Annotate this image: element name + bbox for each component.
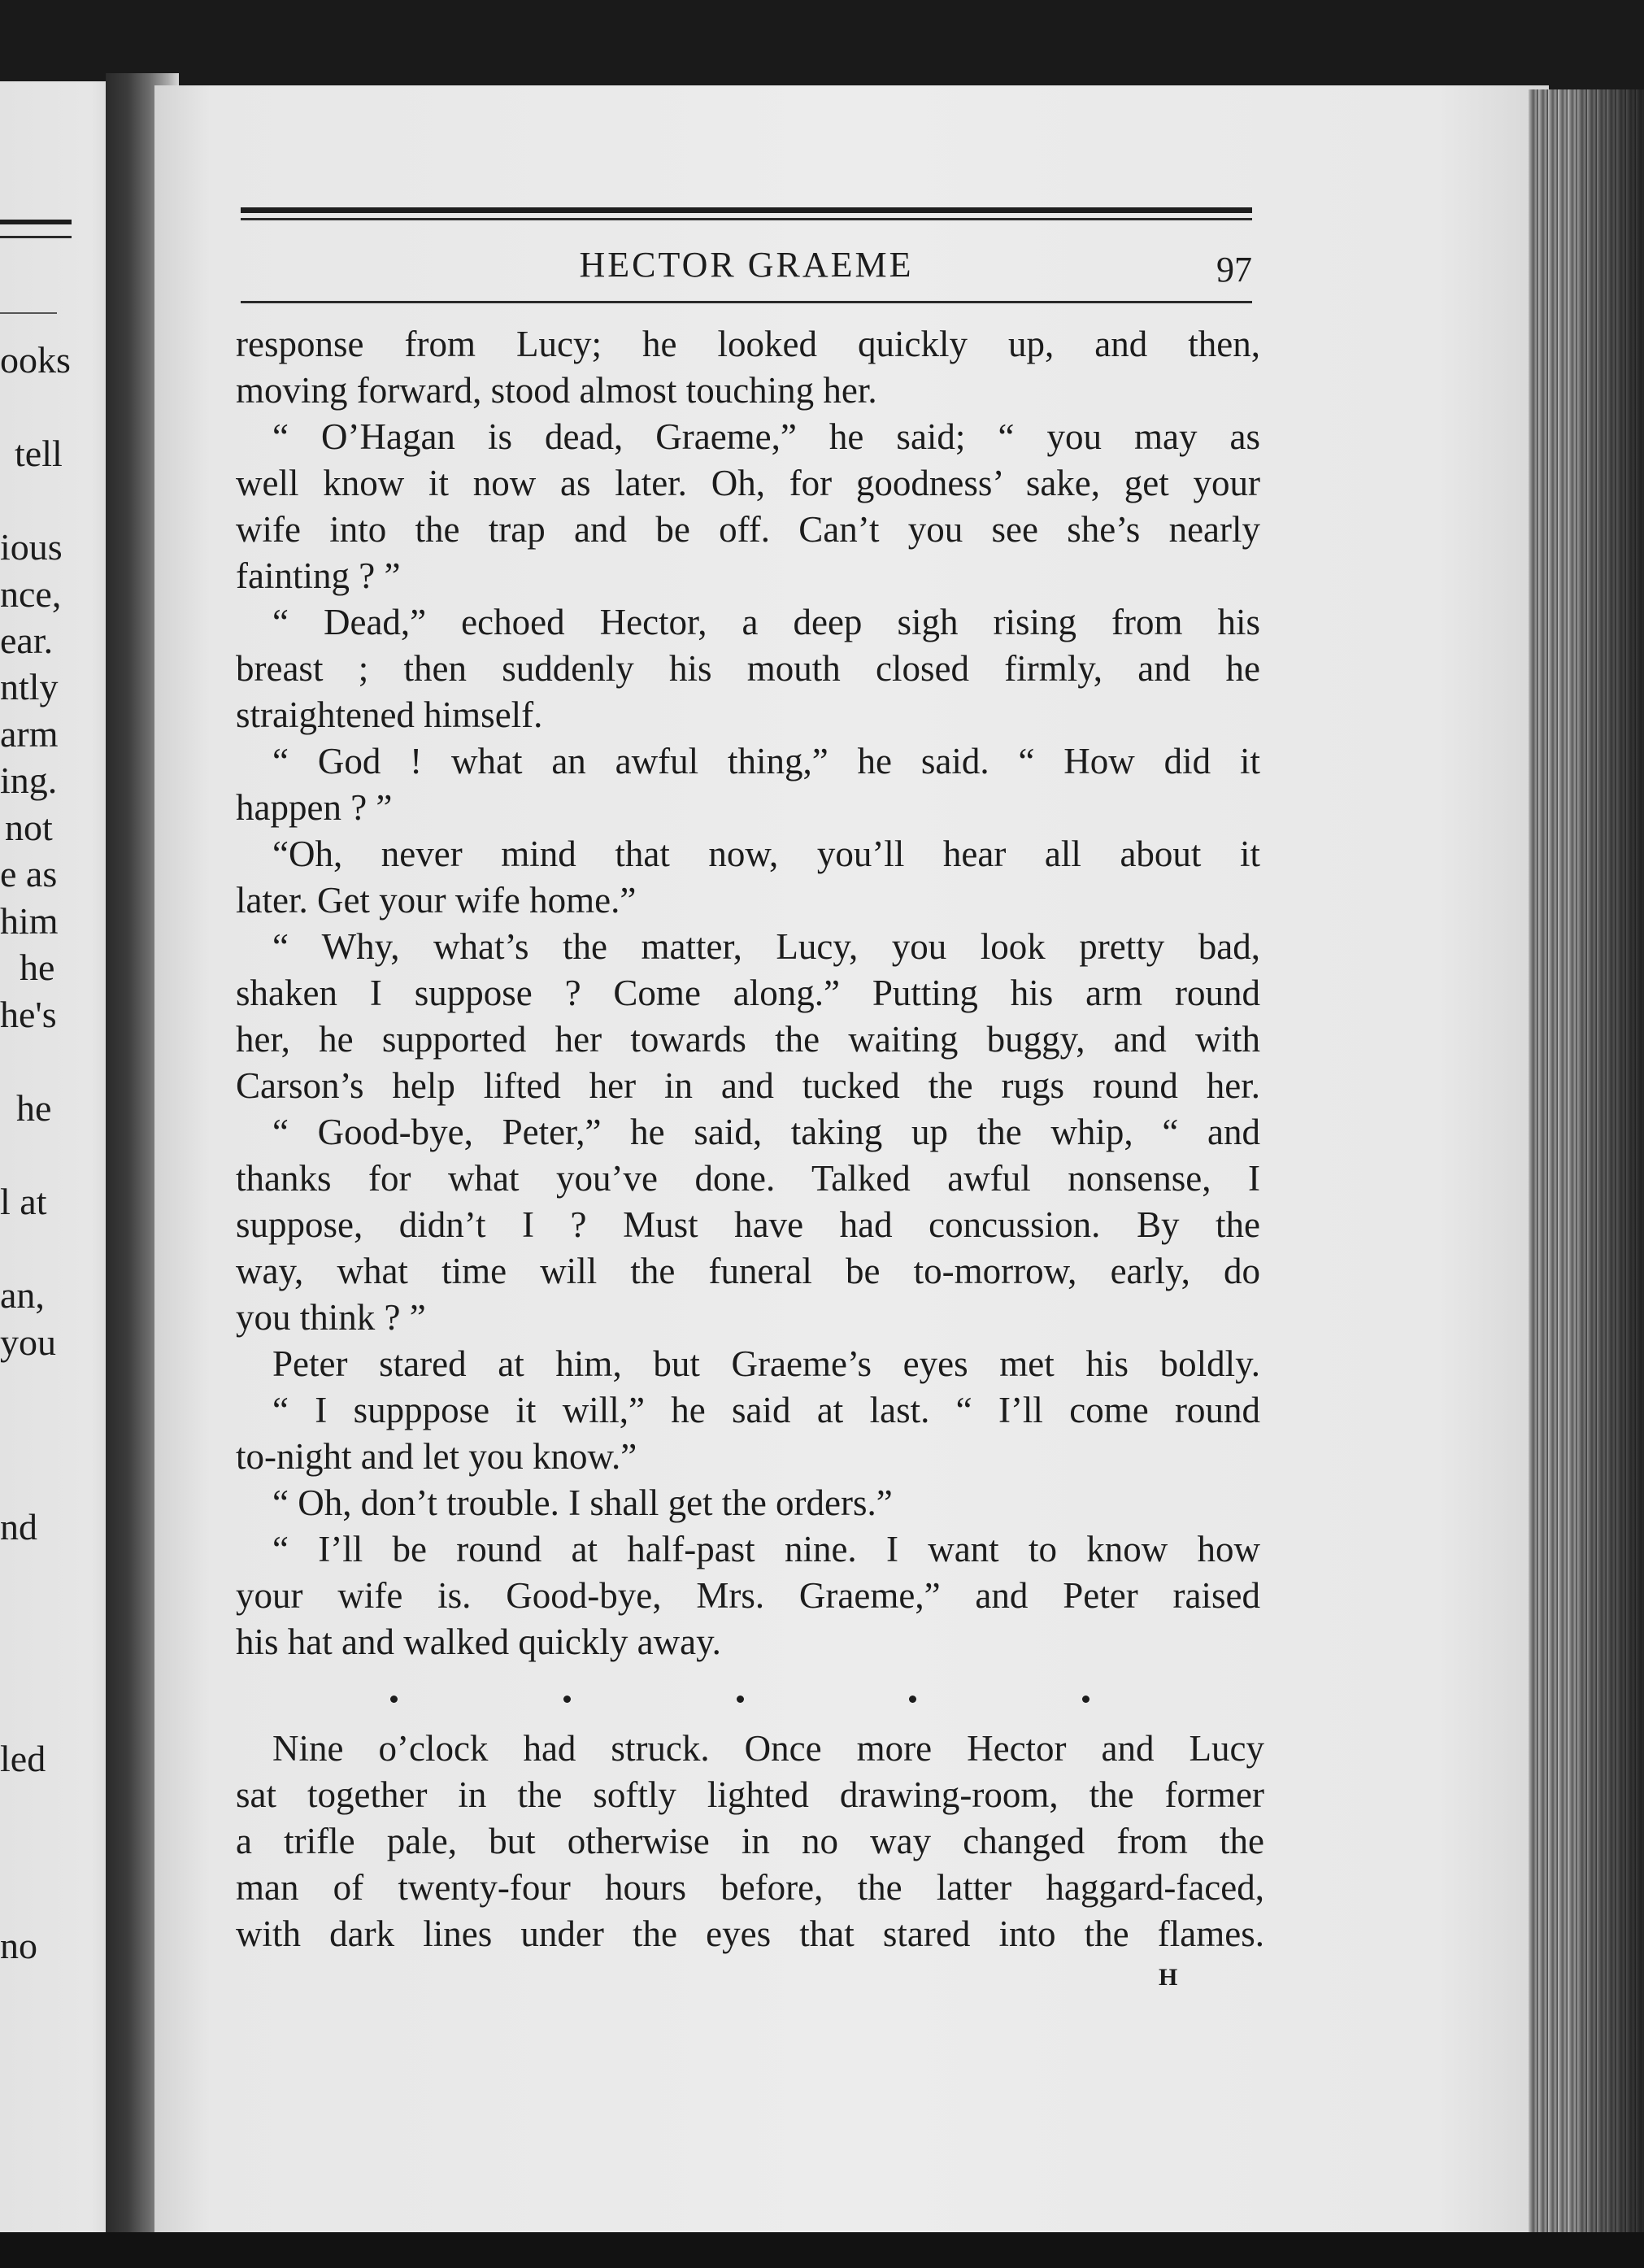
ornament-dot xyxy=(563,1696,571,1703)
left-page-fragment: led xyxy=(0,1738,46,1779)
bottom-shadow xyxy=(0,2232,1644,2268)
left-page-fragment: ntly xyxy=(0,666,59,707)
text-line: “ Oh, don’t trouble. I shall get the orders.” xyxy=(272,1482,893,1523)
text-line: “Oh, never mind that now, you’ll hear all about it xyxy=(272,834,1260,874)
text-line: Peter stared at him, but Graeme’s eyes met his boldly. xyxy=(272,1343,1260,1384)
left-page-fragment: he's xyxy=(0,994,57,1035)
text-line: his hat and walked quickly away. xyxy=(236,1622,721,1662)
text-line: man of twenty-four hours before, the latter haggard-faced, xyxy=(236,1867,1264,1908)
text-line: later. Get your wife home.” xyxy=(236,880,637,921)
text-line: moving forward, stood almost touching her. xyxy=(236,370,877,411)
text-line: to-night and let you know.” xyxy=(236,1436,637,1477)
text-line: well know it now as later. Oh, for goodness’ sake, get your xyxy=(236,463,1260,503)
text-line: thanks for what you’ve done. Talked awful nonsense, I xyxy=(236,1158,1260,1199)
ornament-dot xyxy=(737,1696,744,1703)
text-line: sat together in the softly lighted drawing-room, the former xyxy=(236,1774,1264,1815)
left-page-fragment: nce, xyxy=(0,573,62,615)
left-page-fragment: ooks xyxy=(0,339,71,381)
text-line: wife into the trap and be off. Can’t you see she’s nearly xyxy=(236,509,1260,550)
text-line: “ O’Hagan is dead, Graeme,” he said; “ you may as xyxy=(272,416,1260,457)
signature-mark: H xyxy=(1159,1964,1178,1991)
text-line: “ I’ll be round at half-past nine. I want to know how xyxy=(272,1529,1260,1569)
left-page-fragment: he xyxy=(20,947,55,988)
running-head xyxy=(241,244,1252,293)
header-rule xyxy=(241,301,1252,303)
running-title: HECTOR GRAEME xyxy=(579,245,914,285)
text-line: “ I supppose it will,” he said at last. “ I’ll come round xyxy=(272,1390,1260,1430)
left-page-fragment: he xyxy=(16,1087,52,1129)
text-line: fainting ? ” xyxy=(236,555,401,596)
left-page-rule xyxy=(0,312,57,314)
text-line: “ God ! what an awful thing,” he said. “ How did it xyxy=(272,741,1260,781)
page-fore-edge-shadow xyxy=(1577,89,1644,2268)
text-line: Nine o’clock had struck. Once more Hector and Lucy xyxy=(272,1728,1264,1769)
left-page-fragment: no xyxy=(0,1925,37,1966)
text-line: “ Dead,” echoed Hector, a deep sigh rising from his xyxy=(272,602,1260,642)
left-page-fragment: ear. xyxy=(0,620,54,661)
header-rule xyxy=(241,218,1252,220)
left-page-fragment: you xyxy=(0,1321,56,1363)
body-text xyxy=(236,321,1260,1665)
text-line: your wife is. Good-bye, Mrs. Graeme,” and Peter raised xyxy=(236,1575,1260,1616)
text-line: breast ; then suddenly his mouth closed firmly, and he xyxy=(236,648,1260,689)
text-line: you think ? ” xyxy=(236,1297,426,1338)
text-line: a trifle pale, but otherwise in no way changed from the xyxy=(236,1821,1264,1861)
text-line: Carson’s help lifted her in and tucked the rugs round her. xyxy=(236,1065,1260,1106)
left-page-fragment: an, xyxy=(0,1274,45,1316)
text-line: response from Lucy; he looked quickly up, and then, xyxy=(236,324,1260,364)
left-page-fragment: ing. xyxy=(0,760,58,801)
left-page-fragment: l at xyxy=(0,1181,47,1222)
ornament-dot xyxy=(1082,1696,1089,1703)
text-line: shaken I suppose ? Come along.” Putting his arm round xyxy=(236,973,1260,1013)
text-line: way, what time will the funeral be to-morrow, early, do xyxy=(236,1251,1260,1291)
text-line: her, he supported her towards the waiting buggy, and with xyxy=(236,1019,1260,1060)
section-break-ornament xyxy=(390,1696,1089,1712)
text-line: suppose, didn’t I ? Must have had concussion. By the xyxy=(236,1204,1260,1245)
left-page-fragment: tell xyxy=(15,433,63,474)
text-line: “ Good-bye, Peter,” he said, taking up the whip, “ and xyxy=(272,1112,1260,1152)
section-text xyxy=(236,1726,1264,1957)
text-line: happen ? ” xyxy=(236,787,393,828)
left-page-rule xyxy=(0,220,72,224)
text-line: straightened himself. xyxy=(236,694,543,735)
header-rule xyxy=(241,207,1252,213)
left-page-fragment: ious xyxy=(0,526,63,568)
text-line: with dark lines under the eyes that stared into the flames. xyxy=(236,1913,1264,1954)
left-page-fragment: him xyxy=(0,900,59,942)
left-page-fragment: nd xyxy=(0,1506,37,1548)
left-page-rule xyxy=(0,236,72,238)
left-page-fragment: e as xyxy=(0,853,58,895)
left-page-fragment: arm xyxy=(0,713,59,755)
ornament-dot xyxy=(909,1696,916,1703)
text-line: “ Why, what’s the matter, Lucy, you look pretty bad, xyxy=(272,926,1260,967)
ornament-dot xyxy=(390,1696,398,1703)
left-page-fragment: not xyxy=(5,807,53,848)
page-number: 97 xyxy=(1216,250,1252,289)
